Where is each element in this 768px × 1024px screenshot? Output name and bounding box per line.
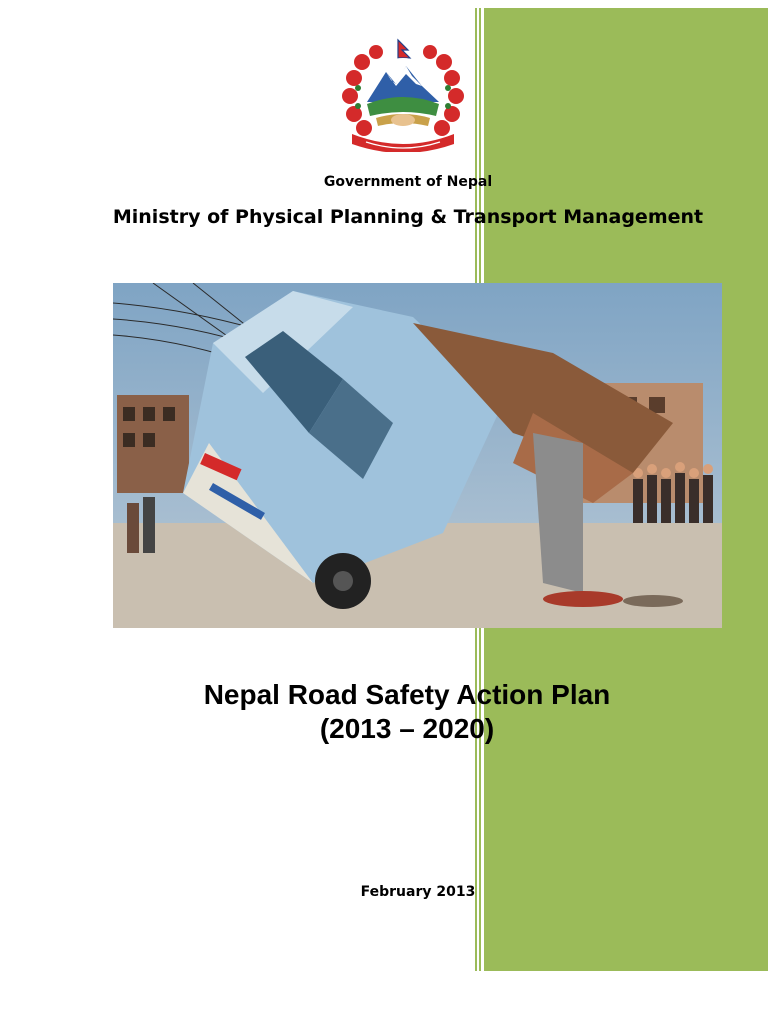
report-title: Nepal Road Safety Action Plan — [203, 679, 611, 710]
publication-date: February 2013 — [360, 884, 476, 900]
report-period: (2013 – 2020) — [319, 713, 495, 744]
ministry-heading: Ministry of Physical Planning & Transport Management — [112, 206, 704, 228]
nepal-emblem-icon — [336, 38, 470, 152]
overturned-truck-photo — [113, 283, 722, 628]
government-heading: Government of Nepal — [323, 174, 493, 190]
